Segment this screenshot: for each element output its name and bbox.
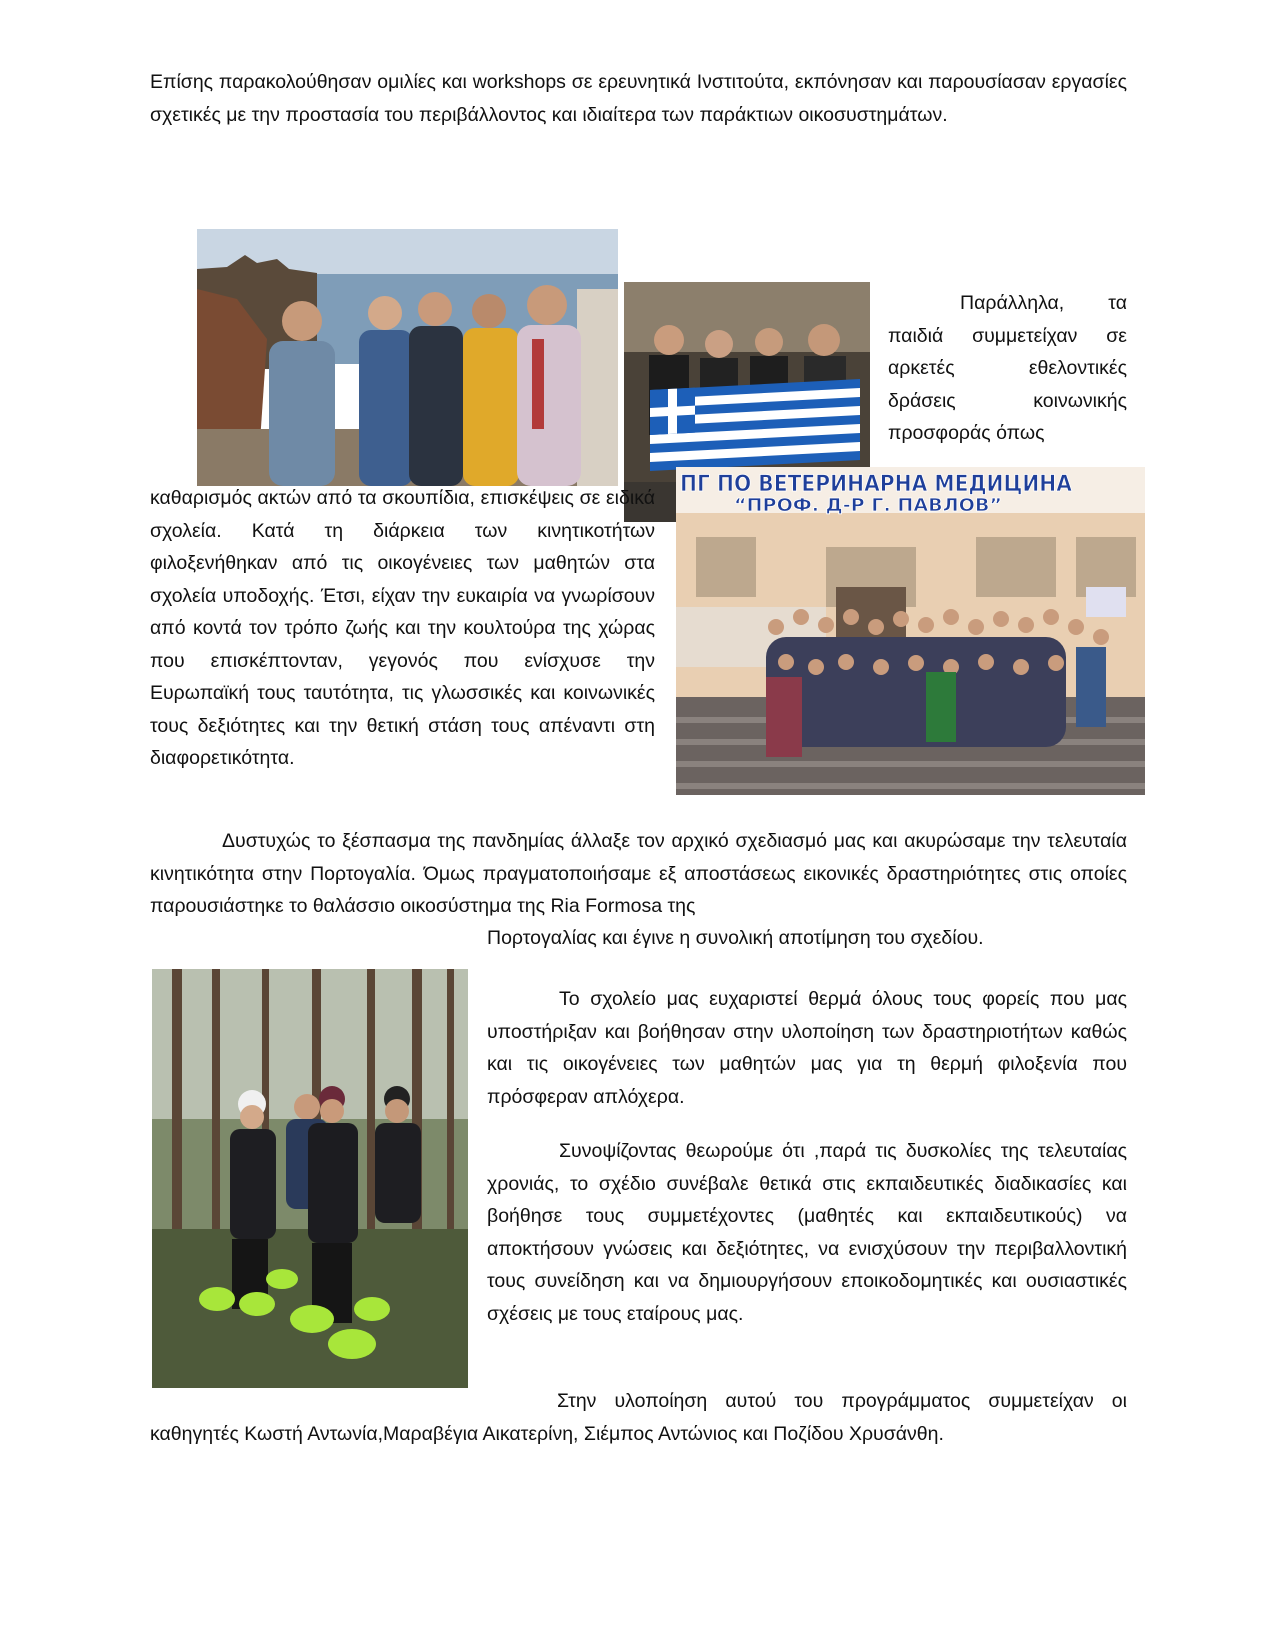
photo-coast-group (197, 229, 618, 486)
paragraph-pandemic-end: Πορτογαλίας και έγινε η συνολική αποτίμηση του σχεδίου. (487, 927, 984, 949)
school-sign-line2: “ПРОФ. Д-Р Г. ПАВЛОВ” (734, 495, 1002, 516)
paragraph-thanks: Το σχολείο μας ευχαριστεί θερμά όλους τους φορείς που μας υποστήριξαν και βοήθησαν στην υλοποίηση των δραστηριοτήτων καθώς και τις οικογένειες των μαθητών μας για τη θερμή φιλοξενία που πρόσφεραν απλόχερα. (487, 988, 1127, 1108)
school-sign-line1: ПГ ПО ВЕТЕРИНАРНА МЕДИЦИНА (680, 472, 1072, 497)
paragraph-pandemic: Δυστυχώς το ξέσπασμα της πανδημίας άλλαξε τον αρχικό σχεδιασμό μας και ακυρώσαμε την τελευταία κινητικότητα στην Πορτογαλία. Όμως πραγματοποιήσαμε εξ αποστάσεως εικονικές δραστηριότητες στις οποίες παρουσιάστηκε το θαλάσσιο οικοσύστημα της Ria Formosa της (150, 830, 1127, 917)
paragraph-participants: Στην υλοποίηση αυτού του προγράμματος συμμετείχαν οι καθηγητές Κωστή Αντωνία,Μαραβέγια Αικατερίνη, Σιέμπος Αντώνιος και Ποζίδου Χρυσάνθη. (150, 1390, 1127, 1445)
paragraph-volunteering-continued: καθαρισμός ακτών από τα σκουπίδια, επισκέψεις σε ειδικά σχολεία. Κατά τη διάρκεια των κινητικοτήτων φιλοξενήθηκαν από τις οικογένειες των μαθητών στα σχολεία υποδοχής. Έτσι, είχαν την ευκαιρία να γνωρίσουν από κοντά τον τρόπο ζωής και την κουλτούρα της χώρας που επισκέπτονταν, γεγονός που ενίσχυσε την Ευρωπαϊκή τους ταυτότητα, τις γλωσσικές και κοινωνικές τους δεξιότητες και την θετική στάση τους απέναντι στη διαφορετικότητα. (150, 487, 655, 769)
paragraph-summary: Συνοψίζοντας θεωρούμε ότι ,παρά τις δυσκολίες της τελευταίας χρονιάς, το σχέδιο συνέβαλε θετικά στις εκπαιδευτικές διαδικασίες και βοήθησε τους συμμετέχοντες (μαθητές και εκπαιδευτικούς) να αποκτήσουν γνώσεις και δεξιότητες, να ενισχύσουν την περιβαλλοντική τους συνείδηση και να δημιουργήσουν εποικοδομητικές και ουσιαστικές σχέσεις με τους εταίρους μας. (487, 1140, 1127, 1325)
paragraph-intro: Επίσης παρακολούθησαν ομιλίες και workshops σε ερευνητικά Ινστιτούτα, εκπόνησαν και παρουσίασαν εργασίες σχετικές με την προστασία του περιβάλλοντος και ιδιαίτερα των παράκτιων οικοσυστημάτων. (150, 71, 1127, 126)
photo-forest-group (152, 969, 468, 1388)
paragraph-volunteering-start: Παράλληλα, τα παιδιά συμμετείχαν σε αρκετές εθελοντικές δράσεις κοινωνικής προσφοράς όπως (888, 292, 1127, 444)
photo-school-group (676, 467, 1145, 795)
